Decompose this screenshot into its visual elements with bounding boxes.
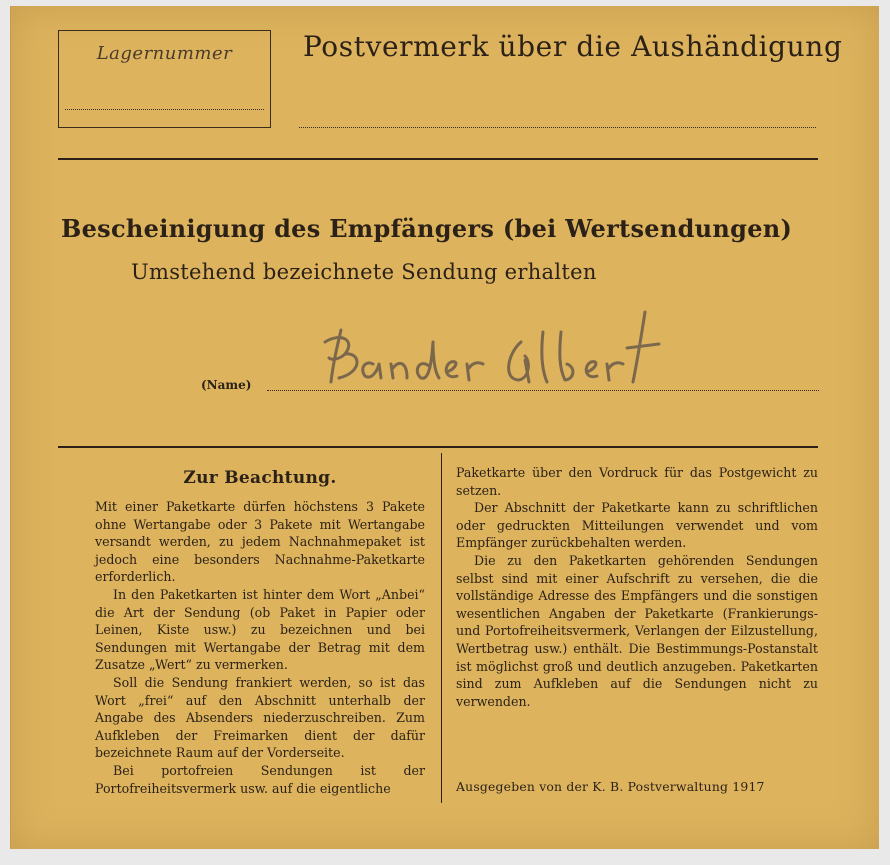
lagernummer-dotted-line	[65, 109, 264, 110]
notice-right-paragraph-1: Paketkarte über den Vordruck für das Postgewicht zu setzen.	[456, 465, 818, 498]
parcel-card	[10, 6, 879, 849]
name-dotted-line	[267, 390, 819, 391]
divider-bottom	[58, 446, 818, 448]
notice-right-column	[456, 464, 818, 710]
name-label: (Name)	[201, 378, 252, 392]
divider-top	[58, 158, 818, 160]
postvermerk-dotted-line	[299, 127, 816, 128]
notice-left-paragraph-4: Bei portofreien Sendungen ist der Portofreiheitsvermerk usw. auf die eigentliche	[95, 762, 425, 796]
lagernummer-box	[58, 30, 271, 128]
notice-left-paragraph-1: Mit einer Paketkarte dürfen höchstens 3 Pakete ohne Wertangabe oder 3 Pakete mit Wertangabe versandt werden, zu jedem Nachnahmepaket ist jedoch eine besonders Nachnahme-Paketkarte erforderlich.	[95, 499, 425, 585]
handwritten-signature	[311, 302, 671, 392]
notice-left-paragraph-3: Soll die Sendung frankiert werden, so ist das Wort „frei“ auf den Abschnitt unterhalb der Angabe des Absenders niederzuschreiben. Zum Aufkleben der Freimarken dient der dafür bezeichnete Raum auf der Vorderseite.	[95, 674, 425, 761]
notice-right-paragraph-2: Der Abschnitt der Paketkarte kann zu schriftlichen oder gedruckten Mitteilungen verwendet und vom Empfänger zurückbehalten werden.	[456, 500, 818, 551]
notice-left-column	[95, 498, 425, 797]
issuer-footer: Ausgegeben von der K. B. Postverwaltung 1917	[456, 779, 765, 794]
column-divider	[441, 453, 442, 803]
notice-right-paragraph-3: Die zu den Paketkarten gehörenden Sendungen selbst sind mit einer Aufschrift zu versehen, die die vollständige Adresse des Empfängers und die sonstigen wesentlichen Angaben der Paketkarte (Frankierungs- und Portofreiheitsvermerk, Verlangen der Eilzustellung, Wertbetrag usw.) enthält. Die Bestimmungs-Postanstalt ist möglichst groß und deutlich anzugeben. Paketkarten sind zum Aufkleben auf die Sendungen nicht zu verwenden.	[456, 552, 818, 709]
certificate-subtitle: Umstehend bezeichnete Sendung erhalten	[131, 260, 597, 284]
certificate-title: Bescheinigung des Empfängers (bei Wertsendungen)	[61, 214, 793, 243]
lagernummer-label: Lagernummer	[96, 43, 233, 64]
notice-heading: Zur Beachtung.	[183, 468, 337, 488]
postvermerk-title: Postvermerk über die Aushändigung	[303, 30, 843, 63]
notice-left-paragraph-2: In den Paketkarten ist hinter dem Wort „Anbei“ die Art der Sendung (ob Paket in Papier oder Leinen, Kiste usw.) zu bezeichnen und bei Sendungen mit Wertangabe der Betrag mit dem Zusatze „Wert“ zu vermerken.	[95, 586, 425, 673]
